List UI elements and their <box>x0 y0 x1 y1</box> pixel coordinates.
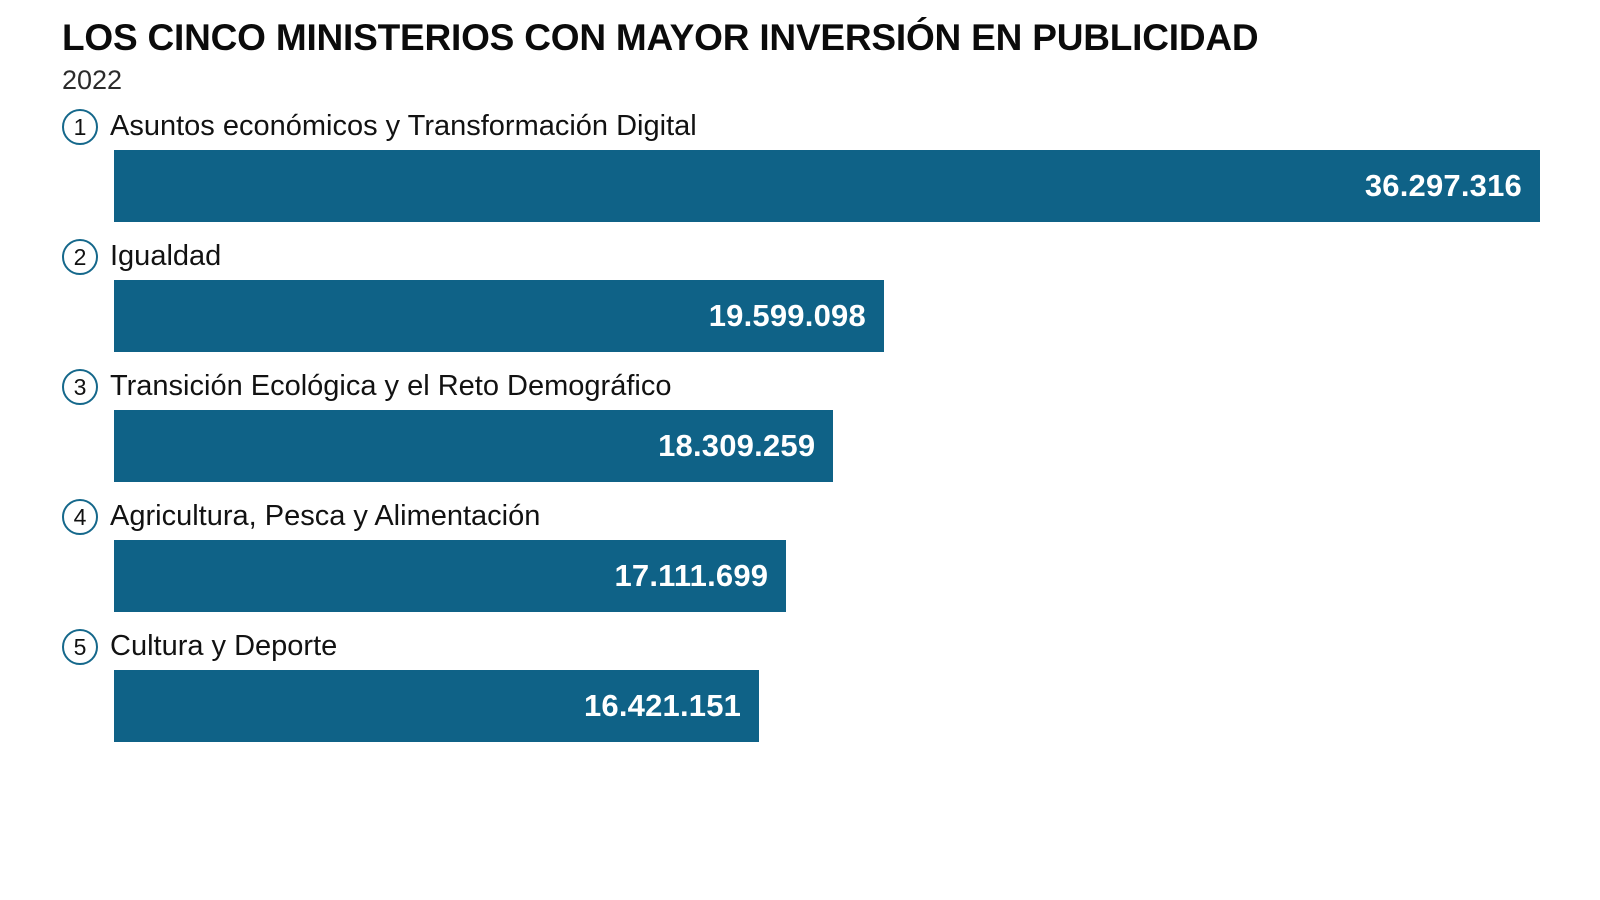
rank-badge: 1 <box>62 109 98 145</box>
bar-row <box>62 494 1540 612</box>
bar-value-label: 16.421.151 <box>583 688 742 724</box>
chart-subtitle: 2022 <box>62 64 123 95</box>
bar-list <box>62 104 1540 742</box>
bar-value-label: 17.111.699 <box>614 558 769 594</box>
bar-category-label: Asuntos económicos y Transformación Digital <box>110 110 697 143</box>
bar-track <box>114 540 1540 612</box>
bar-row <box>62 234 1540 352</box>
bar-track <box>114 280 1540 352</box>
page-title: LOS CINCO MINISTERIOS CON MAYOR INVERSIÓN EN PUBLICIDAD <box>62 17 1259 58</box>
bar-track <box>114 670 1540 742</box>
bar <box>114 280 884 352</box>
bar-row-header <box>62 104 1540 150</box>
bar-category-label: Cultura y Deporte <box>110 630 338 663</box>
bar <box>114 670 759 742</box>
rank-badge: 3 <box>62 369 98 405</box>
bar-row <box>62 104 1540 222</box>
bar-value-label: 18.309.259 <box>658 428 816 464</box>
bar-row <box>62 624 1540 742</box>
bar <box>114 410 833 482</box>
bar-row <box>62 364 1540 482</box>
bar-row-header <box>62 234 1540 280</box>
rank-badge: 2 <box>62 239 98 275</box>
bar-row-header <box>62 624 1540 670</box>
bar-category-label: Transición Ecológica y el Reto Demográfico <box>110 370 672 403</box>
bar <box>114 150 1540 222</box>
bar-track <box>114 150 1540 222</box>
bar-track <box>114 410 1540 482</box>
rank-badge: 5 <box>62 629 98 665</box>
bar-row-header <box>62 494 1540 540</box>
bar-value-label: 36.297.316 <box>1364 168 1522 204</box>
bar <box>114 540 786 612</box>
bar-category-label: Igualdad <box>110 240 222 273</box>
bar-value-label: 19.599.098 <box>708 298 866 334</box>
rank-badge: 4 <box>62 499 98 535</box>
bar-row-header <box>62 364 1540 410</box>
bar-category-label: Agricultura, Pesca y Alimentación <box>110 500 541 533</box>
